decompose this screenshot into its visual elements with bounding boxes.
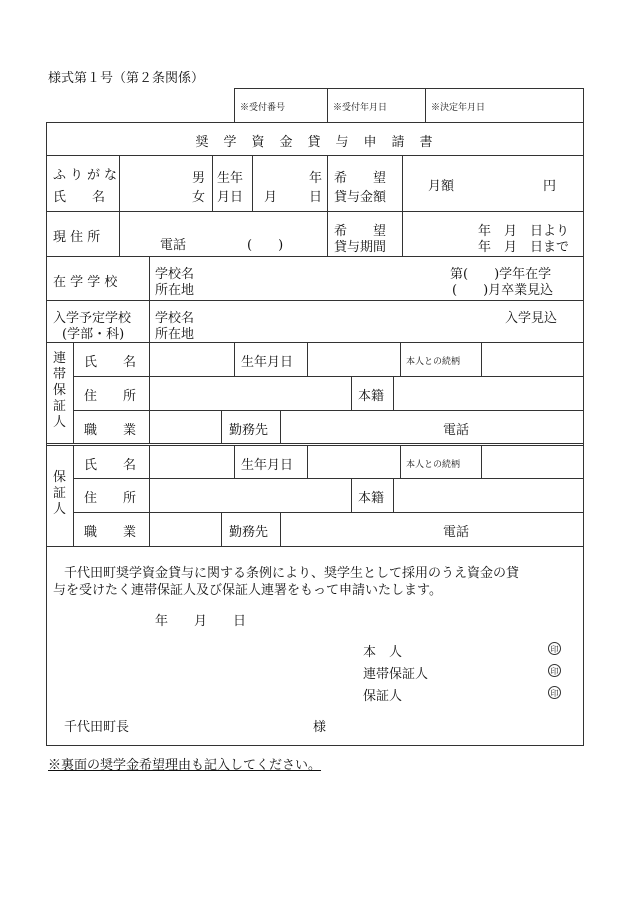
form-number: 様式第１号（第２条関係） (48, 71, 205, 86)
joint-guarantor-name-label: 氏 名 (84, 355, 137, 370)
joint-guarantor-birth-label: 生年月日 (241, 355, 294, 370)
guarantor-relation-label: 本人との続柄 (406, 460, 461, 470)
name-label: 氏 名 (53, 190, 106, 205)
addressee-label: 千代田町長 (64, 720, 130, 735)
birth-month: 月 (264, 190, 278, 205)
decision-date-label: ※決定年月日 (431, 103, 486, 113)
guarantor-address-label: 住 所 (84, 491, 137, 506)
joint-guarantor-address-label: 住 所 (84, 389, 137, 404)
expected-admission: 入学見込 (505, 311, 558, 326)
statement-line-1: 千代田町奨学資金貸与に関する条例により、奨学生として採用のうえ資金の貸 (64, 566, 520, 581)
period-to: 年 月 日まで (478, 240, 570, 255)
guarantor-phone-label: 電話 (443, 525, 470, 540)
guarantor-name-label: 氏 名 (84, 458, 137, 473)
seal-self-icon: 印 (548, 642, 561, 655)
joint-guarantor-occupation-label: 職 業 (84, 423, 137, 438)
receipt-number-label: ※受付番号 (240, 103, 286, 113)
phone-area-code: ( ) (247, 238, 284, 253)
address-label: 現 住 所 (53, 230, 101, 245)
birth-year: 年 (309, 171, 323, 186)
expected-graduation: ( )月卒業見込 (452, 283, 554, 298)
guarantor-workplace-label: 勤務先 (229, 525, 269, 540)
signatory-joint-guarantor-label: 連帯保証人 (363, 667, 429, 682)
period-from: 年 月 日より (478, 224, 570, 239)
guarantor-birth-label: 生年月日 (241, 458, 294, 473)
seal-guarantor-icon: 印 (548, 686, 561, 699)
guarantor-section-label: 保証人 (53, 470, 67, 517)
guarantor-occupation-label: 職 業 (84, 525, 137, 540)
school-location-label: 所在地 (155, 283, 195, 298)
receipt-date-label: ※受付年月日 (333, 103, 388, 113)
grade-enrolled: 第( )学年在学 (450, 267, 552, 282)
joint-guarantor-section-label: 連帯保証人 (53, 351, 67, 430)
yen-label: 円 (543, 179, 557, 194)
sex-male: 男 (192, 171, 206, 186)
form-title: 奨 学 資 金 貸 与 申 請 書 (195, 135, 434, 150)
signatory-self-label: 本 人 (363, 645, 403, 660)
desired-period-label-2: 貸与期間 (334, 240, 387, 255)
birth-day: 日 (309, 190, 323, 205)
guarantor-domicile-label: 本籍 (358, 491, 385, 506)
joint-guarantor-relation-label: 本人との続柄 (406, 357, 461, 367)
current-school-label: 在 学 学 校 (53, 275, 118, 290)
footnote: ※裏面の奨学金希望理由も記入してください。 (48, 758, 322, 773)
addressee-honorific: 様 (313, 720, 327, 735)
planned-school-label-1: 入学予定学校 (53, 311, 132, 326)
joint-guarantor-workplace-label: 勤務先 (229, 423, 269, 438)
signatory-guarantor-label: 保証人 (363, 689, 403, 704)
statement-line-2: 与を受けたく連帯保証人及び保証人連署をもって申請いたします。 (53, 583, 442, 598)
birth-label-1: 生年 (217, 171, 244, 186)
planned-school-label-2: (学部・科) (62, 327, 125, 342)
school-name-label: 学校名 (155, 267, 195, 282)
planned-school-location-label: 所在地 (155, 327, 195, 342)
sex-female: 女 (192, 190, 206, 205)
seal-joint-guarantor-icon: 印 (548, 664, 561, 677)
birth-label-2: 月日 (217, 190, 244, 205)
furigana-label: ふりがな (53, 168, 122, 183)
desired-amount-label-2: 貸与金額 (334, 190, 387, 205)
monthly-label: 月額 (428, 179, 455, 194)
phone-label: 電話 (160, 238, 187, 253)
planned-school-name-label: 学校名 (155, 311, 195, 326)
joint-guarantor-domicile-label: 本籍 (358, 389, 385, 404)
desired-amount-label-1: 希 望 (334, 171, 387, 186)
joint-guarantor-phone-label: 電話 (443, 423, 470, 438)
desired-period-label-1: 希 望 (334, 224, 387, 239)
application-date: 年 月 日 (155, 614, 247, 629)
